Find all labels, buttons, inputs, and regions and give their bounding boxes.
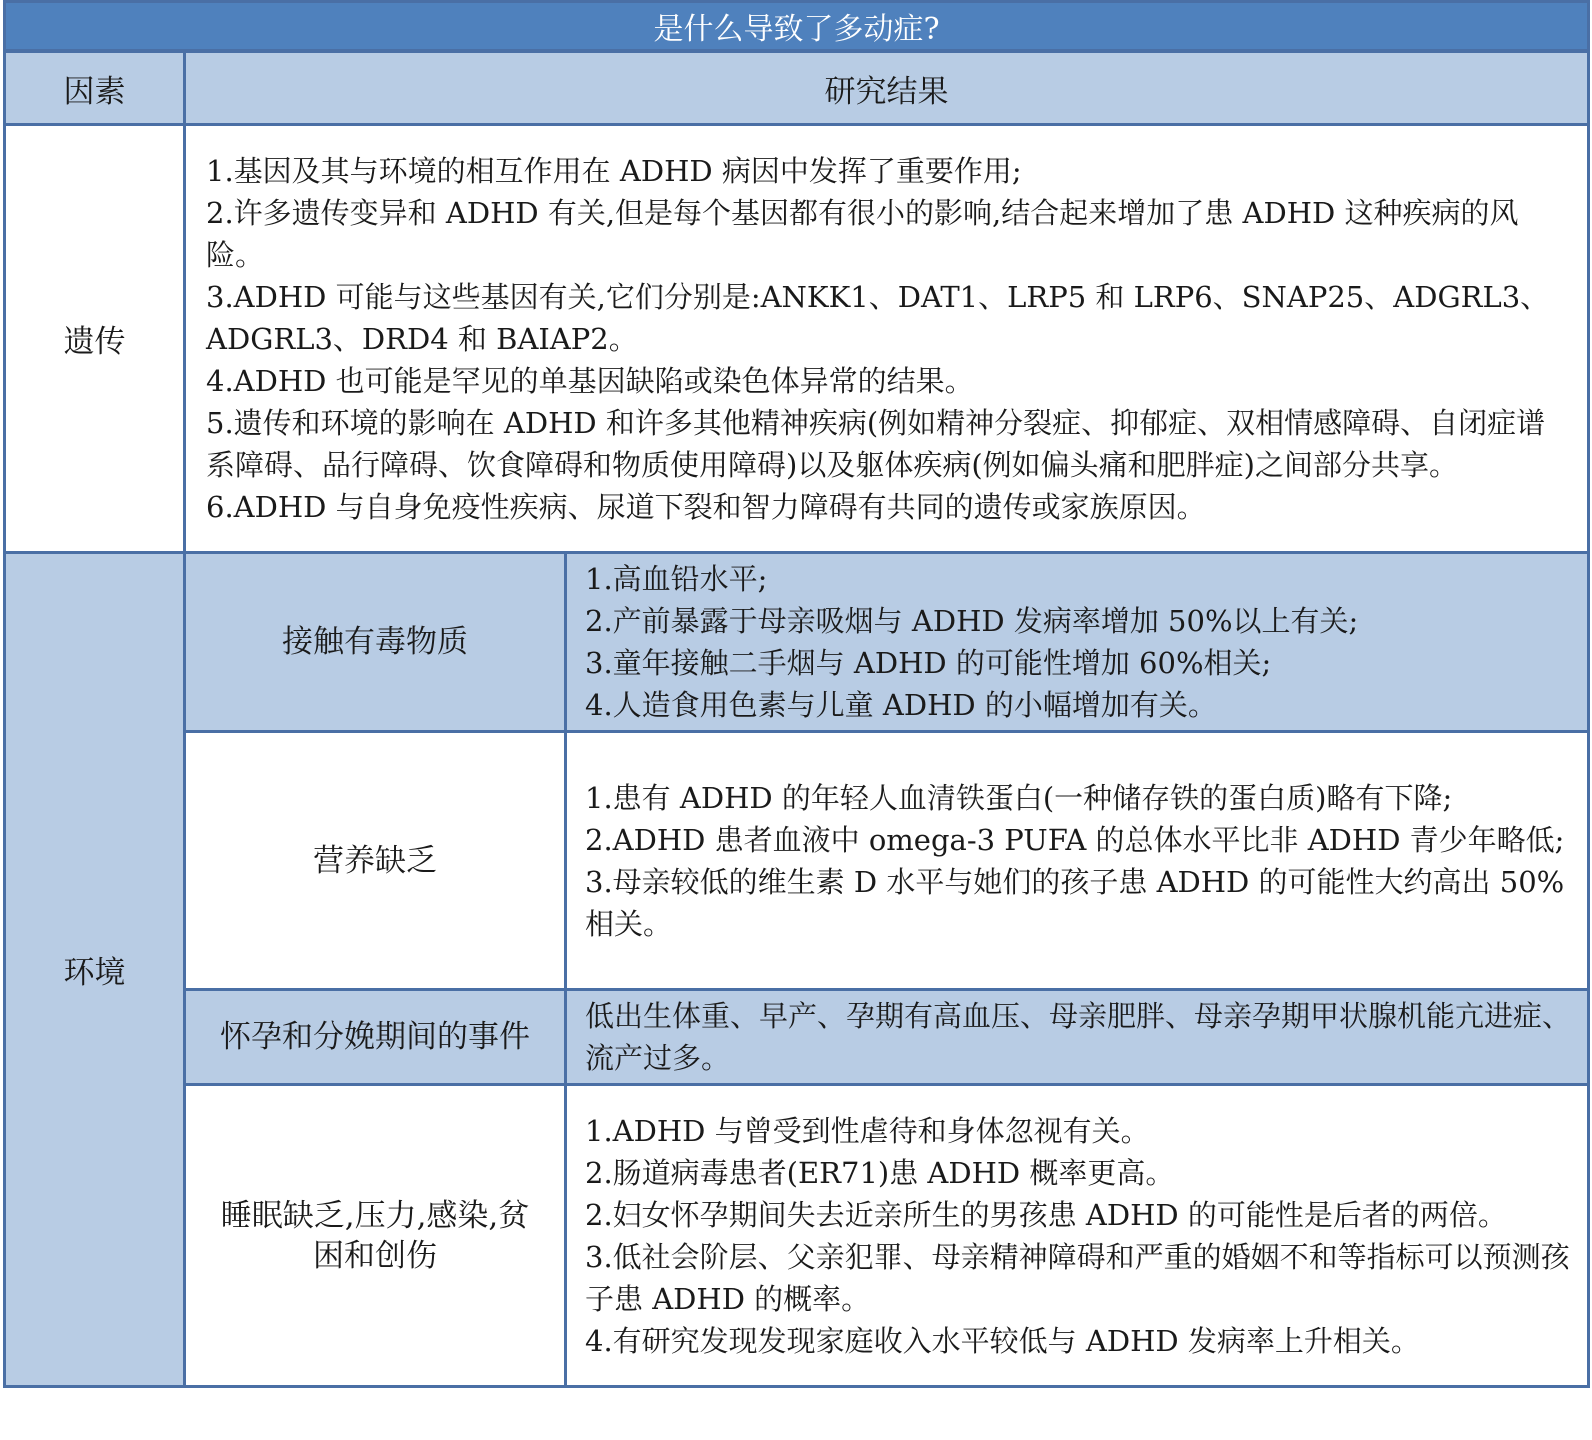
env-label-nutrition: 营养缺乏 xyxy=(185,732,566,990)
env-item: 1.ADHD 与曾受到性虐待和身体忽视有关。 xyxy=(585,1113,1150,1148)
env-item: 3.童年接触二手烟与 ADHD 的可能性增加 60%相关; xyxy=(585,646,1272,680)
factor-environment: 环境 xyxy=(5,553,185,1387)
env-item: 2.妇女怀孕期间失去近亲所生的男孩患 ADHD 的可能性是后者的两倍。 xyxy=(585,1197,1507,1232)
env-item: 3.低社会阶层、父亲犯罪、母亲精神障碍和严重的婚姻不和等指标可以预测孩子患 ADHD 的概率。 xyxy=(585,1239,1570,1316)
env-results-pregnancy xyxy=(566,990,1589,1085)
env-item: 2.ADHD 患者血液中 omega-3 PUFA 的总体水平比非 ADHD 青少年略低; xyxy=(585,822,1565,857)
genetics-item: 1.基因及其与环境的相互作用在 ADHD 病因中发挥了重要作用; xyxy=(206,153,1022,188)
env-results-toxic xyxy=(566,553,1589,732)
env-item: 4.有研究发现发现家庭收入水平较低与 ADHD 发病率上升相关。 xyxy=(585,1323,1420,1358)
env-row-pregnancy xyxy=(5,990,1589,1085)
genetics-row xyxy=(5,125,1589,553)
causes-table-container xyxy=(3,0,1587,1388)
env-item: 2.肠道病毒患者(ER71)患 ADHD 概率更高。 xyxy=(585,1155,1175,1190)
genetics-item: 2.许多遗传变异和 ADHD 有关,但是每个基因都有很小的影响,结合起来增加了患 ADHD 这种疾病的风险。 xyxy=(206,195,1519,272)
env-row-stress xyxy=(5,1085,1589,1387)
env-item: 2.产前暴露于母亲吸烟与 ADHD 发病率增加 50%以上有关; xyxy=(585,604,1359,638)
genetics-item: 3.ADHD 可能与这些基因有关,它们分别是:ANKK1、DAT1、LRP5 和 LRP6、SNAP25、ADGRL3、ADGRL3、DRD4 和 BAIAP2。 xyxy=(206,279,1550,356)
header-row xyxy=(5,51,1589,125)
env-label-toxic: 接触有毒物质 xyxy=(185,553,566,732)
env-results-stress xyxy=(566,1085,1589,1387)
env-item: 1.高血铅水平; xyxy=(585,562,768,596)
genetics-item: 4.ADHD 也可能是罕见的单基因缺陷或染色体异常的结果。 xyxy=(206,363,974,398)
genetics-results xyxy=(185,125,1589,553)
env-row-nutrition xyxy=(5,732,1589,990)
table-title: 是什么导致了多动症? xyxy=(5,2,1589,52)
env-item: 3.母亲较低的维生素 D 水平与她们的孩子患 ADHD 的可能性大约高出 50%相关。 xyxy=(585,864,1565,941)
env-item: 低出生体重、早产、孕期有高血压、母亲肥胖、母亲孕期甲状腺机能亢进症、流产过多。 xyxy=(585,999,1572,1075)
header-factor: 因素 xyxy=(5,51,185,125)
genetics-item: 5.遗传和环境的影响在 ADHD 和许多其他精神疾病(例如精神分裂症、抑郁症、双相情感障碍、自闭症谱系障碍、品行障碍、饮食障碍和物质使用障碍)以及躯体疾病(例如偏头痛和肥胖症)之间部分共享。 xyxy=(206,405,1546,482)
env-row-toxic xyxy=(5,553,1589,732)
title-row xyxy=(5,2,1589,52)
header-results: 研究结果 xyxy=(185,51,1589,125)
factor-genetics: 遗传 xyxy=(5,125,185,553)
env-item: 4.人造食用色素与儿童 ADHD 的小幅增加有关。 xyxy=(585,688,1217,722)
env-results-nutrition xyxy=(566,732,1589,990)
env-label-stress: 睡眠缺乏,压力,感染,贫困和创伤 xyxy=(185,1085,566,1387)
genetics-item: 6.ADHD 与自身免疫性疾病、尿道下裂和智力障碍有共同的遗传或家族原因。 xyxy=(206,489,1206,524)
env-label-pregnancy: 怀孕和分娩期间的事件 xyxy=(185,990,566,1085)
causes-table xyxy=(3,0,1590,1388)
env-item: 1.患有 ADHD 的年轻人血清铁蛋白(一种储存铁的蛋白质)略有下降; xyxy=(585,780,1453,815)
